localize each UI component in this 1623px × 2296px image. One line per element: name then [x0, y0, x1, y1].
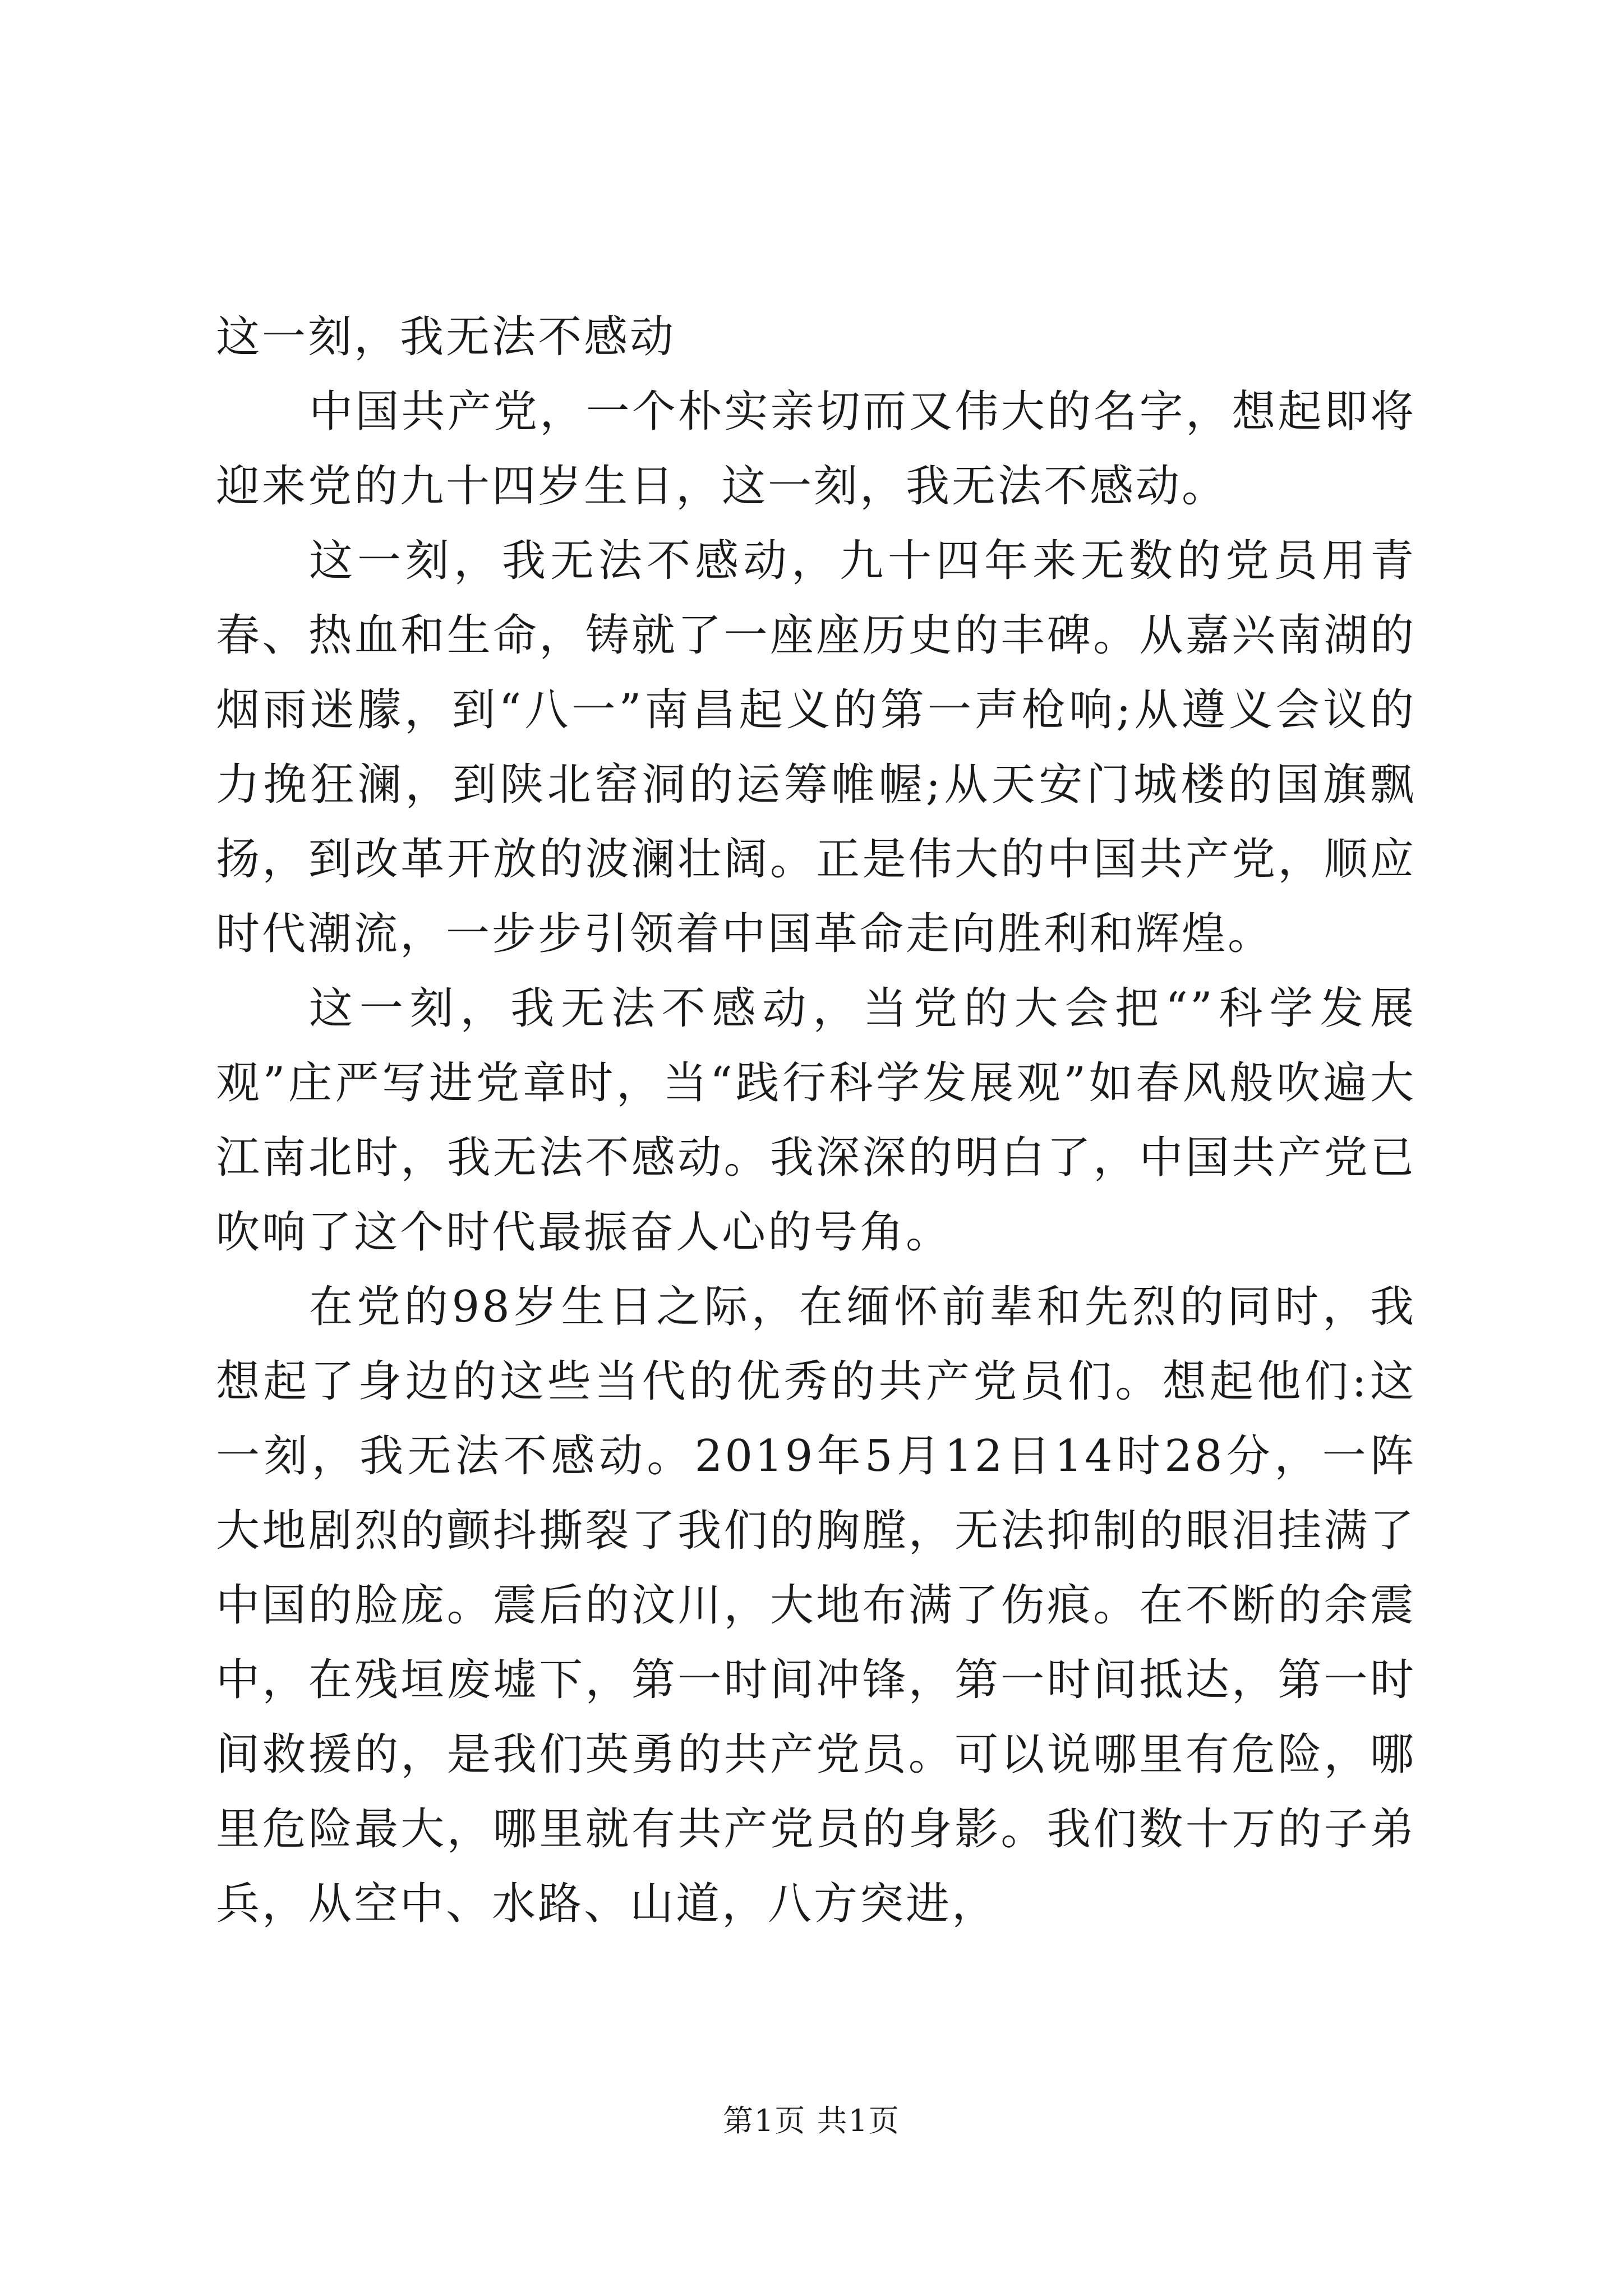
paragraph-4: 在党的98岁生日之际，在缅怀前辈和先烈的同时，我想起了身边的这些当代的优秀的共产党员们。想起他们:这一刻，我无法不感动。2019年5月12日14时28分，一阵大地剧烈的颤抖撕裂了我们的胸膛，无法抑制的眼泪挂满了中国的脸庞。震后的汶川，大地布满了伤痕。在不断的余震中，在残垣废墟下，第一时间冲锋，第一时间抵达，第一时间救援的，是我们英勇的共产党员。可以说哪里有危险，哪里危险最大，哪里就有共产党员的身影。我们数十万的子弟兵，从空中、水路、山道，八方突进，	[216, 1282, 1416, 1929]
document-body	[216, 300, 1416, 1941]
paragraph-3: 这一刻，我无法不感动，当党的大会把“”科学发展观”庄严写进党章时，当“践行科学发展观”如春风般吹遍大江南北时，我无法不感动。我深深的明白了，中国共产党已吹响了这个时代最振奋人心的号角。	[216, 983, 1416, 1258]
page-footer: 第1页 共1页	[723, 2103, 900, 2138]
document-title: 这一刻，我无法不感动	[216, 312, 676, 362]
paragraph-1: 中国共产党，一个朴实亲切而又伟大的名字，想起即将迎来党的九十四岁生日，这一刻，我无法不感动。	[216, 386, 1416, 512]
paragraph-2: 这一刻，我无法不感动，九十四年来无数的党员用青春、热血和生命，铸就了一座座历史的丰碑。从嘉兴南湖的烟雨迷朦，到“八一”南昌起义的第一声枪响;从遵义会议的力挽狂澜，到陕北窑洞的运筹帷幄;从天安门城楼的国旗飘扬，到改革开放的波澜壮阔。正是伟大的中国共产党，顺应时代潮流，一步步引领着中国革命走向胜利和辉煌。	[216, 536, 1416, 959]
